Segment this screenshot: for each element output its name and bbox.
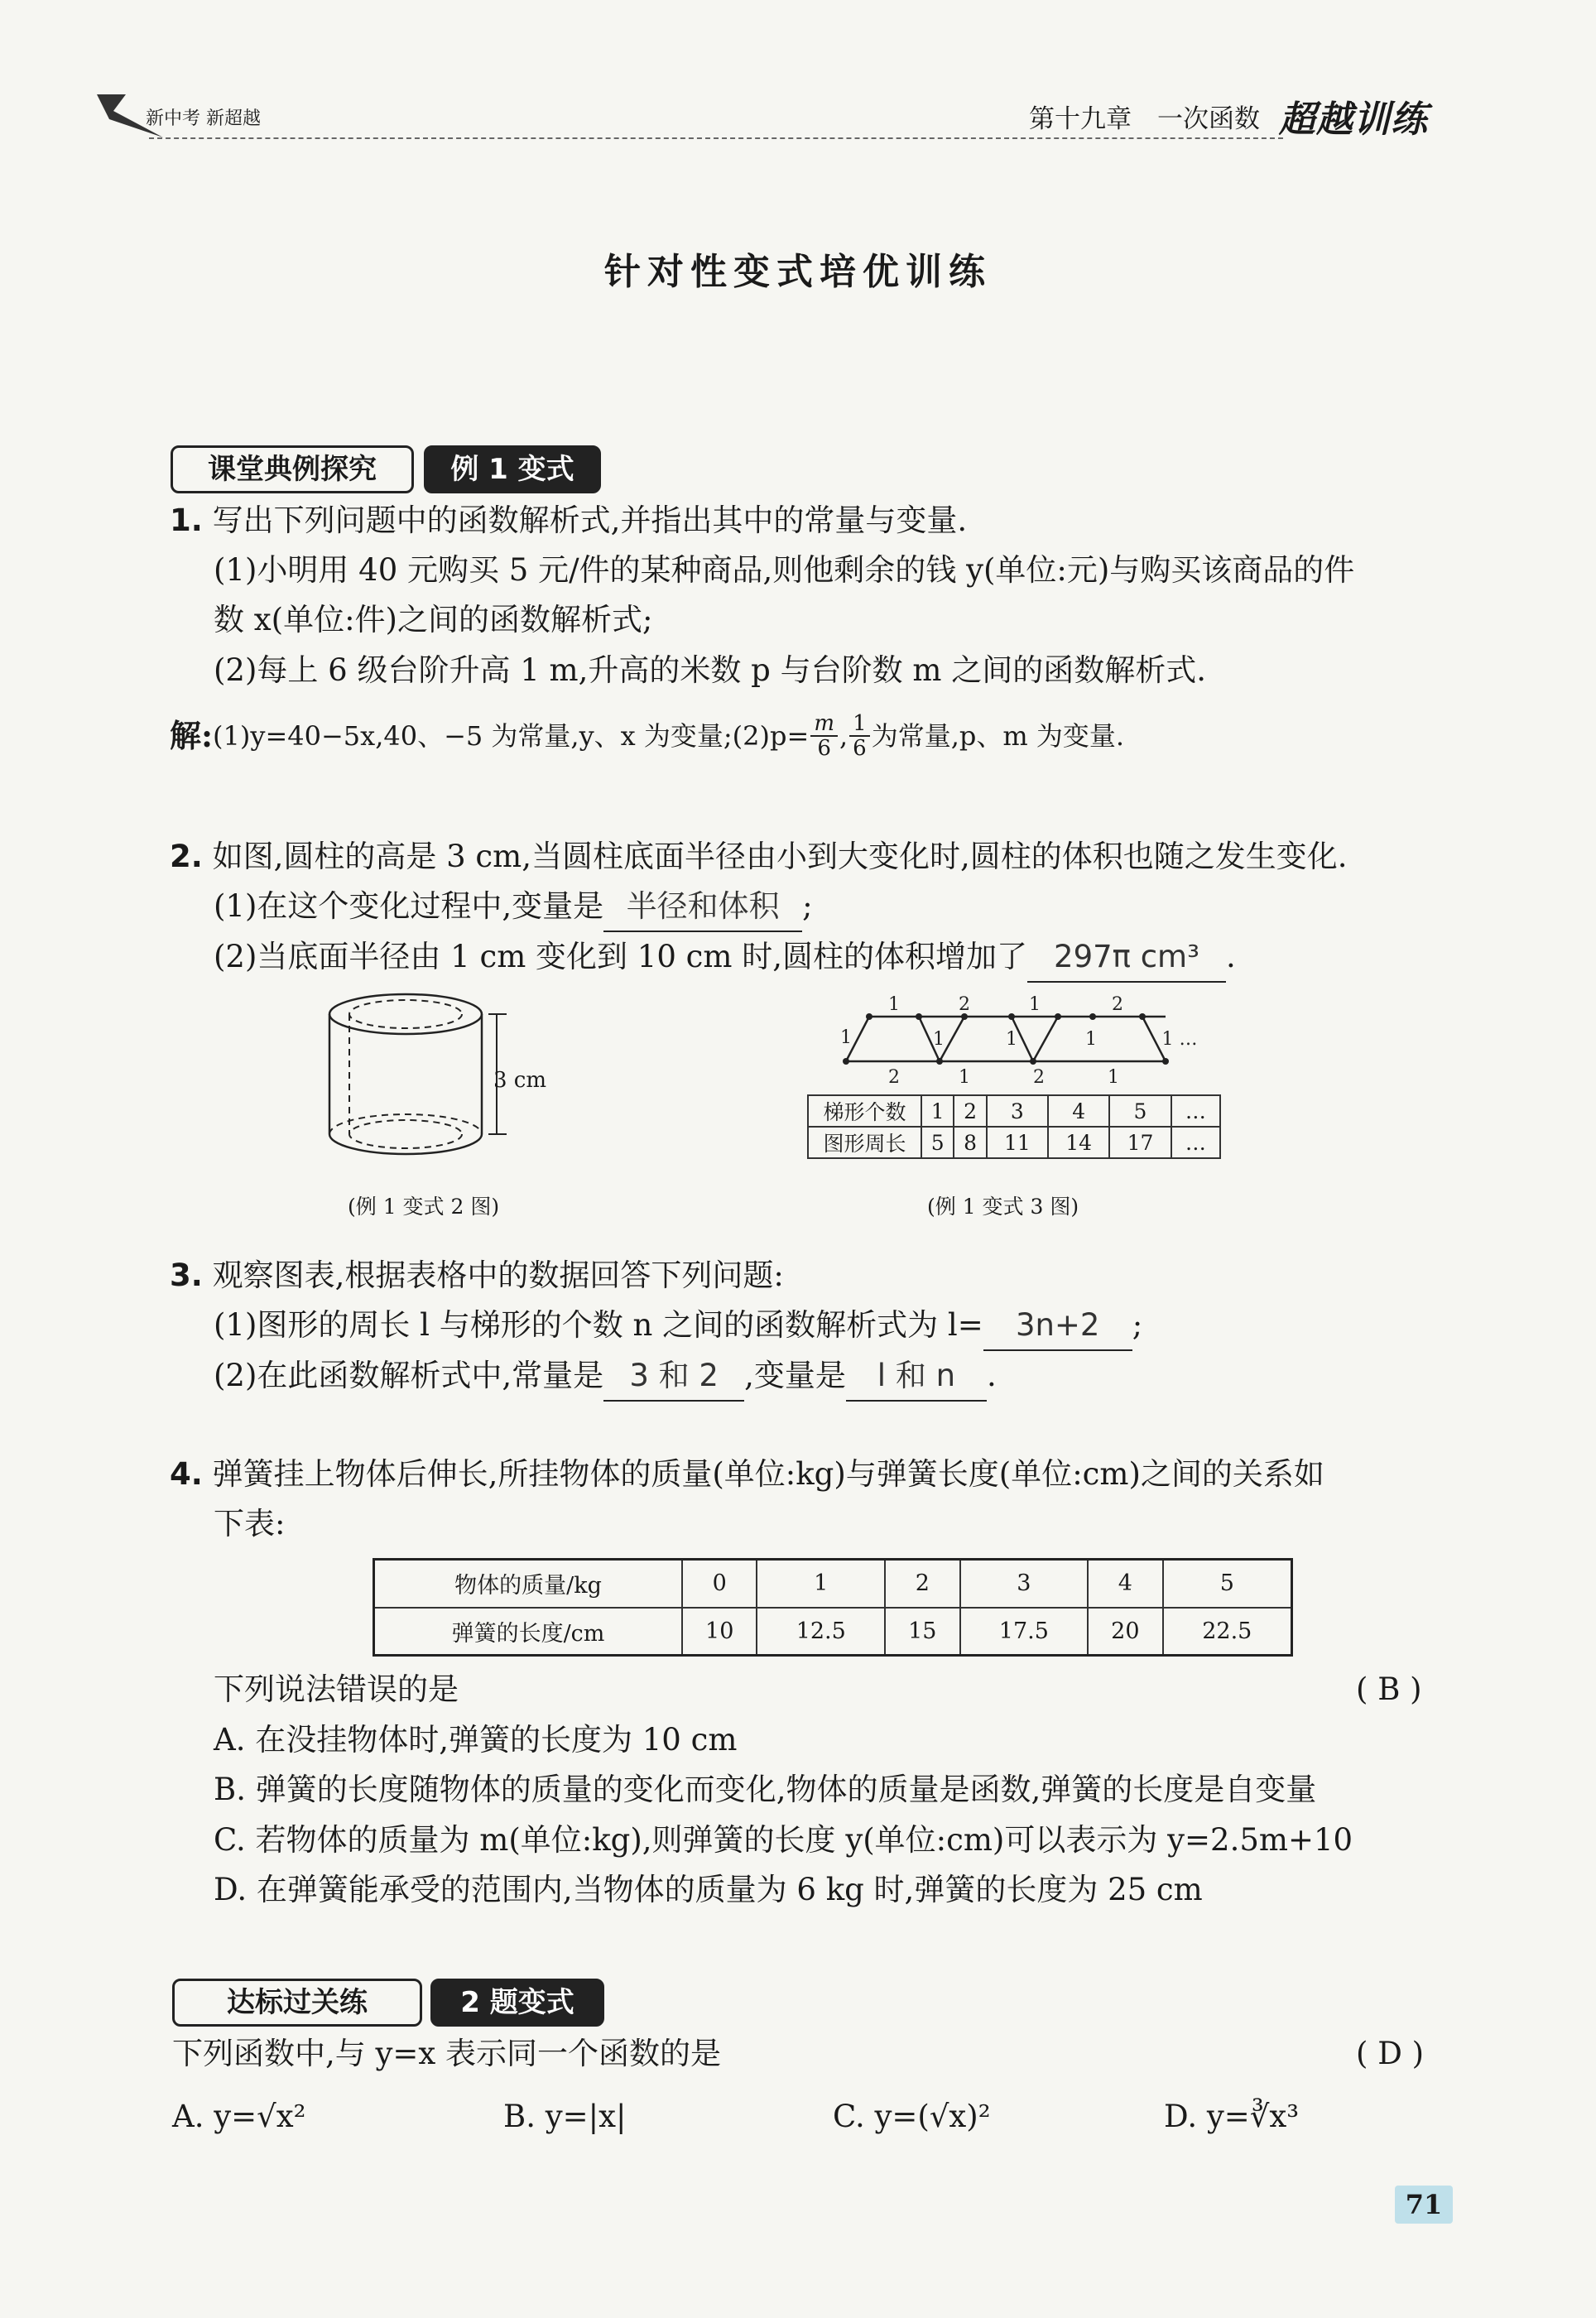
q3-part2-end: . xyxy=(986,1358,997,1393)
q3-part2 xyxy=(214,1352,997,1402)
table-cell: 物体的质量/kg xyxy=(374,1560,683,1608)
q4-option-a: A. 在没挂物体时,弹簧的长度为 10 cm xyxy=(214,1722,738,1758)
q3-part2-mid: ,变量是 xyxy=(744,1358,846,1393)
trap-side-label: 1 xyxy=(1006,1029,1017,1050)
table-cell: 4 xyxy=(1048,1095,1109,1127)
q3-stem-text: 观察图表,根据表格中的数据回答下列问题: xyxy=(212,1258,784,1293)
figure2-caption: (例 1 变式 2 图) xyxy=(348,1195,500,1219)
q4-question: 下列说法错误的是 xyxy=(214,1671,459,1707)
section-tag-practice: 达标过关练 xyxy=(172,1979,422,2027)
solution-fraction-16 xyxy=(849,712,870,760)
q4-stem-cont: 下表: xyxy=(214,1506,286,1541)
trapezoid-chain-figure xyxy=(828,993,1198,1093)
table-row xyxy=(374,1560,1292,1608)
table-cell: 17 xyxy=(1109,1127,1171,1158)
header-left-text: 新中考 新超越 xyxy=(146,108,261,129)
q3-part1-text: (1)图形的周长 l 与梯形的个数 n 之间的函数解析式为 l= xyxy=(214,1307,983,1343)
q2-answer2: 297π cm³ xyxy=(1027,933,1226,983)
table-cell: 5 xyxy=(1163,1560,1292,1608)
trap-top-label: 1 xyxy=(1029,994,1041,1015)
table-cell: 1 xyxy=(757,1560,885,1608)
table-cell: 11 xyxy=(987,1127,1048,1158)
fraction-numerator: 1 xyxy=(849,712,870,737)
q5-option-b: B. y=|x| xyxy=(503,2099,627,2134)
table-cell: 20 xyxy=(1088,1608,1162,1656)
table-row xyxy=(808,1095,1220,1127)
table-cell: 8 xyxy=(954,1127,986,1158)
q3-stem xyxy=(170,1252,784,1300)
solution-fraction-m6 xyxy=(810,712,838,760)
q1-stem-text: 写出下列问题中的函数解析式,并指出其中的常量与变量. xyxy=(212,503,968,538)
q2-stem xyxy=(170,833,1348,881)
table-cell: 2 xyxy=(954,1095,986,1127)
q3-answer1: 3n+2 xyxy=(983,1301,1132,1351)
q5-answer: ( D ) xyxy=(1356,2036,1425,2071)
q4-option-d: D. 在弹簧能承受的范围内,当物体的质量为 6 kg 时,弹簧的长度为 25 cm xyxy=(214,1872,1203,1907)
q2-answer1: 半径和体积 xyxy=(603,882,802,932)
table-cell: 17.5 xyxy=(960,1608,1089,1656)
q4-number: 4. xyxy=(170,1456,203,1492)
q3-answer3: l 和 n xyxy=(846,1352,987,1402)
q2-part1-text: (1)在这个变化过程中,变量是 xyxy=(214,888,604,924)
trap-bottom-label: 2 xyxy=(888,1067,900,1088)
table-cell: 3 xyxy=(987,1095,1048,1127)
solution-text-a: (1)y=40−5x,40、−5 为常量,y、x 为变量;(2)p= xyxy=(213,720,810,752)
q2-part2-text: (2)当底面半径由 1 cm 变化到 10 cm 时,圆柱的体积增加了 xyxy=(214,939,1027,974)
q5-option-d: D. y=∛x³ xyxy=(1164,2099,1300,2134)
trap-top-label: 2 xyxy=(959,994,970,1015)
q2-part1 xyxy=(214,882,813,932)
table-row xyxy=(808,1127,1220,1158)
table-cell: 梯形个数 xyxy=(808,1095,921,1127)
q3-part2-text: (2)在此函数解析式中,常量是 xyxy=(214,1358,604,1393)
table-cell: 1 xyxy=(921,1095,954,1127)
solution-comma: , xyxy=(839,720,848,752)
table-cell: … xyxy=(1171,1095,1220,1127)
section-tag-classroom: 课堂典例探究 xyxy=(171,445,414,493)
trap-side-label: 1 xyxy=(1085,1029,1097,1050)
table-cell: 15 xyxy=(885,1608,959,1656)
trap-bottom-label: 1 xyxy=(1108,1067,1119,1088)
table-cell: 3 xyxy=(960,1560,1089,1608)
trapezoid-table xyxy=(807,1094,1221,1159)
q1-stem xyxy=(170,497,967,545)
header-rule xyxy=(149,137,1283,139)
q1-part1a: (1)小明用 40 元购买 5 元/件的某种商品,则他剩余的钱 y(单位:元)与购买该商品的件 xyxy=(214,552,1355,588)
q2-number: 2. xyxy=(170,839,203,874)
table-cell: 5 xyxy=(921,1127,954,1158)
q4-option-b: B. 弹簧的长度随物体的质量的变化而变化,物体的质量是函数,弹簧的长度是自变量 xyxy=(214,1772,1317,1807)
table-cell: 图形周长 xyxy=(808,1127,921,1158)
trap-top-label: 1 xyxy=(888,994,900,1015)
table-cell: 4 xyxy=(1088,1560,1162,1608)
table-cell: 5 xyxy=(1109,1095,1171,1127)
trap-ellipsis-label: 1 … xyxy=(1161,1029,1198,1050)
q5-option-c: C. y=(√x)² xyxy=(833,2099,991,2134)
trap-side-label: 1 xyxy=(933,1029,945,1050)
table-cell: 2 xyxy=(885,1560,959,1608)
q1-number: 1. xyxy=(170,503,203,538)
header-chapter: 第十九章 一次函数 xyxy=(1029,104,1260,134)
q4-stem xyxy=(170,1450,1324,1498)
q5-option-a: A. y=√x² xyxy=(172,2099,306,2134)
q4-stem-text: 弹簧挂上物体后伸长,所挂物体的质量(单位:kg)与弹簧长度(单位:cm)之间的关系如 xyxy=(212,1456,1324,1492)
spring-table xyxy=(373,1558,1293,1657)
q1-solution xyxy=(170,712,1124,760)
trap-top-label: 2 xyxy=(1112,994,1123,1015)
figure3-caption: (例 1 变式 3 图) xyxy=(927,1195,1079,1219)
page-title: 针对性变式培优训练 xyxy=(604,251,992,293)
fraction-denominator: 6 xyxy=(853,736,867,761)
q3-number: 3. xyxy=(170,1258,203,1293)
trap-side-label: 1 xyxy=(840,1027,852,1048)
solution-label: 解: xyxy=(170,717,214,754)
cylinder-height-label: 3 cm xyxy=(493,1068,547,1093)
q4-answer: ( B ) xyxy=(1356,1671,1422,1707)
table-cell: … xyxy=(1171,1127,1220,1158)
table-cell: 10 xyxy=(682,1608,757,1656)
table-cell: 14 xyxy=(1048,1127,1109,1158)
q1-part1b: 数 x(单位:件)之间的函数解析式; xyxy=(214,602,653,637)
q3-part1 xyxy=(214,1301,1142,1351)
section-tag-variant: 2 题变式 xyxy=(430,1979,604,2027)
fraction-numerator: m xyxy=(810,712,838,737)
table-cell: 0 xyxy=(682,1560,757,1608)
q2-stem-text: 如图,圆柱的高是 3 cm,当圆柱底面半径由小到大变化时,圆柱的体积也随之发生变化. xyxy=(212,839,1348,874)
q2-part1-end: ; xyxy=(802,888,813,924)
solution-text-b: 为常量,p、m 为变量. xyxy=(871,720,1125,752)
table-cell: 12.5 xyxy=(757,1608,885,1656)
trap-bottom-label: 2 xyxy=(1033,1067,1045,1088)
q2-part2 xyxy=(214,933,1236,983)
q4-option-c: C. 若物体的质量为 m(单位:kg),则弹簧的长度 y(单位:cm)可以表示为 y=2.5m+10 xyxy=(214,1822,1353,1858)
section-tag-example: 例 1 变式 xyxy=(424,445,601,493)
table-row xyxy=(374,1608,1292,1656)
q2-part2-end: . xyxy=(1225,939,1236,974)
table-cell: 弹簧的长度/cm xyxy=(374,1608,683,1656)
q5-stem: 下列函数中,与 y=x 表示同一个函数的是 xyxy=(172,2036,722,2071)
q3-part1-end: ; xyxy=(1132,1307,1143,1343)
q1-part2: (2)每上 6 级台阶升高 1 m,升高的米数 p 与台阶数 m 之间的函数解析式. xyxy=(214,652,1206,688)
trap-bottom-label: 1 xyxy=(959,1067,970,1088)
q3-answer2: 3 和 2 xyxy=(603,1352,744,1402)
fraction-denominator: 6 xyxy=(817,736,831,761)
table-cell: 22.5 xyxy=(1163,1608,1292,1656)
header-brand: 超越训练 xyxy=(1279,99,1428,141)
page-number: 71 xyxy=(1395,2186,1453,2224)
